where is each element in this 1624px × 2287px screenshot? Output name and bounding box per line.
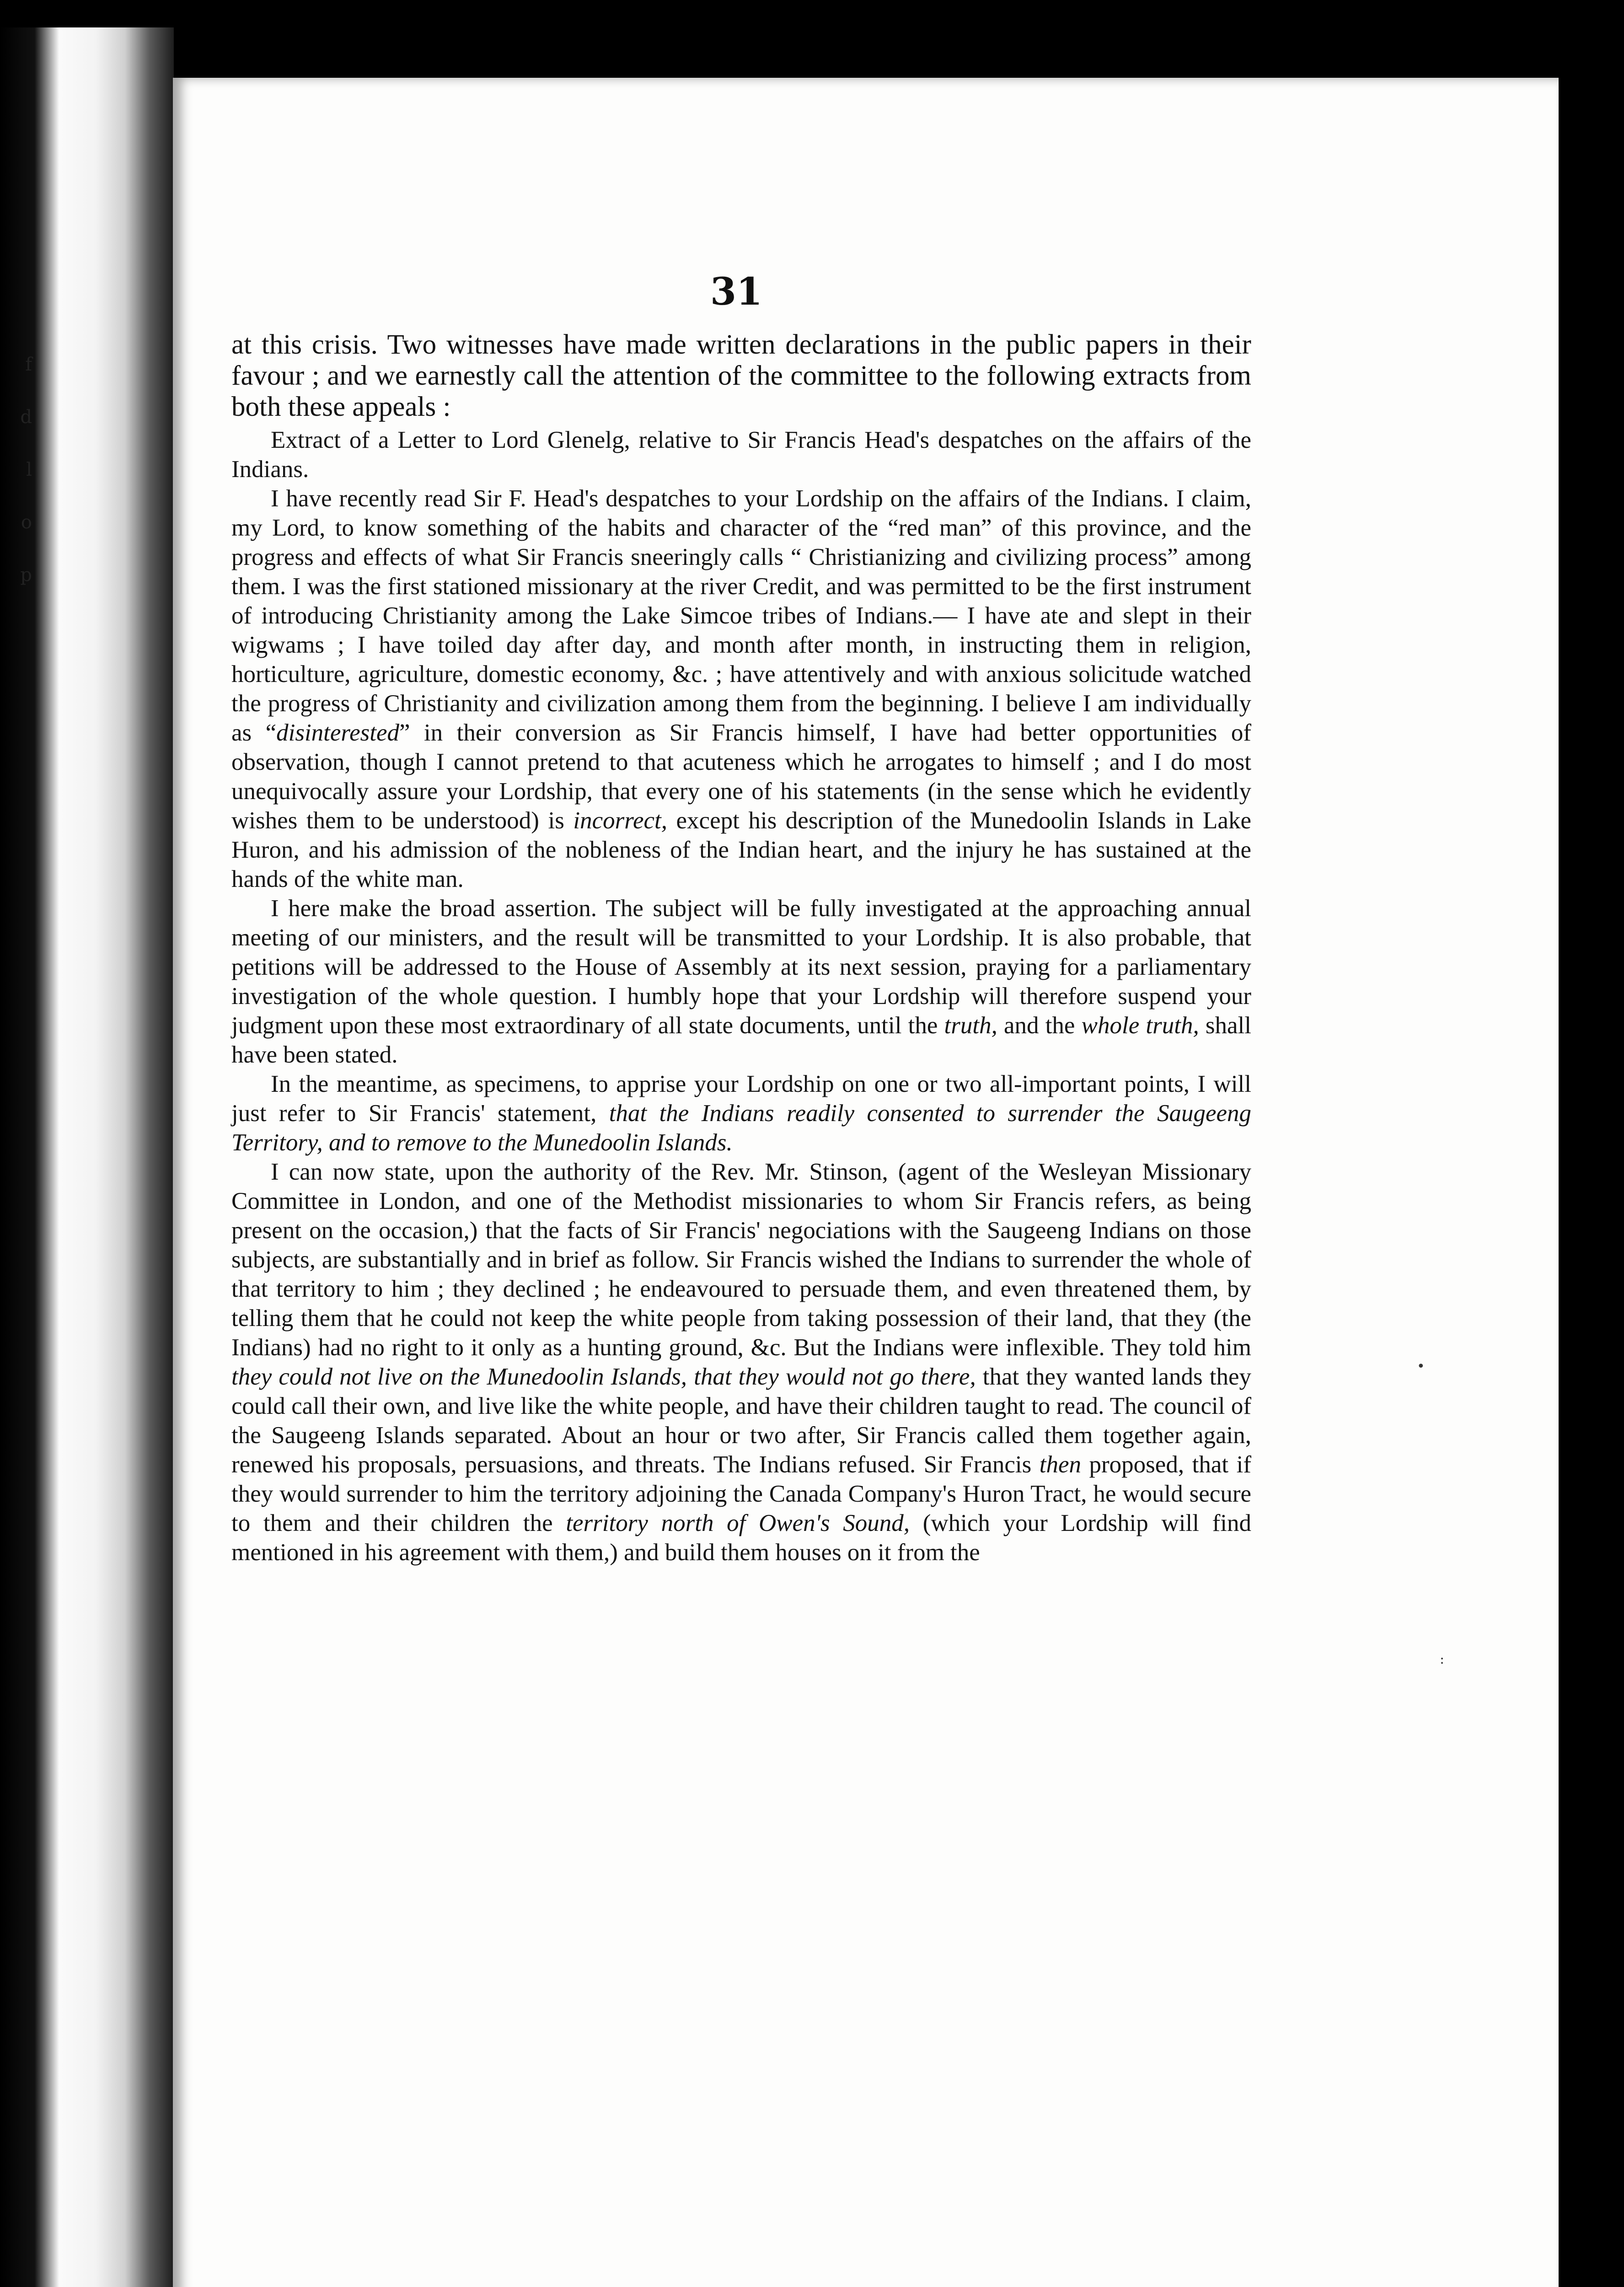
text-run: proposed, that if they would surrender to him the territory adjoining the Canada Company's Huron Tract, he would secure to them and their children the (231, 1451, 1251, 1536)
italic-run: territory north of Owen's Sound, (566, 1510, 910, 1536)
extract-paragraph-1 (231, 484, 1251, 894)
letter-extract (231, 425, 1251, 1567)
italic-run: then (1039, 1451, 1081, 1478)
book-page (173, 78, 1559, 2287)
extract-paragraph-4 (231, 1157, 1251, 1567)
italic-run: whole truth, (1081, 1012, 1199, 1039)
scan-speck: • (1417, 1358, 1425, 1374)
text-run: except his description of the Munedoolin Islands in Lake Huron, and his admission of the nobleness of the Indian heart, and the injury he has sustained at the hands of the white man. (231, 807, 1251, 892)
previous-page-edge-marks: f d l o p (20, 354, 32, 585)
italic-run: disinterested (276, 719, 399, 746)
scan-speck: : (1440, 1651, 1445, 1667)
text-run: In the meantime, as specimens, to apprise your Lordship on one or two all-important points, I will just refer to Sir Francis' statement, (231, 1071, 1251, 1127)
intro-paragraph (231, 329, 1251, 423)
text-run: I can now state, upon the authority of the Rev. Mr. Stinson, (agent of the Wesleyan Missionary Committee in London, and one of the Methodist missionaries to whom Sir Francis refers, as being present on the occasion,) that the facts of Sir Francis' negociations with the Saugeeng Indians on those subjects, are substantially and in brief as follow. Sir Francis wished the Indians to surrender the whole of that territory to him ; they declined ; he endeavoured to persuade them, and even threatened them, by telling them that he could not keep the white people from taking possession of their land, that they (the Indians) had no right to it only as a hunting ground, &c. But the Indians were inflexible. They told him (231, 1159, 1251, 1361)
text-run: (which your Lordship will find mentioned in his agreement with them,) and build them houses on it from the (231, 1510, 1251, 1566)
text-run: I here make the broad assertion. The subject will be fully investigated at the approaching annual meeting of our ministers, and the result will be transmitted to your Lordship. It is also probable, that petitions will be addressed to the House of Assembly at its next session, praying for a parliamentary investigation of the whole question. I humbly hope that your Lordship will therefore suspend your judgment upon these most extraordinary of all state documents, until the (231, 895, 1251, 1039)
text-run: that they wanted lands they could call their own, and live like the white people, and have their children taught to read. The council of the Saugeeng Islands separated. About an hour or two after, Sir Francis called them together again, renewed his proposals, persuasions, and threats. The Indians refused. Sir Francis (231, 1364, 1251, 1478)
italic-run: they could not live on the Munedoolin Islands, that they would not go there, (231, 1364, 976, 1390)
extract-paragraph-3 (231, 1069, 1251, 1157)
extract-heading: Extract of a Letter to Lord Glenelg, relative to Sir Francis Head's despatches on the affairs of the Indians. (231, 427, 1251, 483)
page-number: 31 (710, 270, 763, 314)
text-run: I have recently read Sir F. Head's despatches to your Lordship on the affairs of the Indians. I claim, my Lord, to know something of the habits and character of the “red man” of this province, and the progress and effects of what Sir Francis sneeringly calls “ Christianizing and civilizing process” among them. I was the first stationed missionary at the river Credit, and was permitted to be the first instrument of introducing Christianity among the Lake Simcoe tribes of Indians.— I have ate and slept in their wigwams ; I have toiled day after day, and month after month, in instructing them in religion, horticulture, agriculture, domestic economy, &c. ; have attentively and with anxious solicitude watched the progress of Christianity and civilization among them from the beginning. I believe I am individually as “ (231, 485, 1251, 746)
italic-run: that the Indians readily consented to surrender the Saugeeng Territory, and to remove to the Munedoolin Islands. (231, 1100, 1251, 1156)
extract-paragraph-2 (231, 894, 1251, 1069)
italic-run: truth, (944, 1012, 997, 1039)
text-run: ” in their conversion as Sir Francis himself, I have had better opportunities of observation, though I cannot pretend to that acuteness which he arrogates to himself ; and I do most unequivocally assure your Lordship, that every one of his statements (in the sense which he evidently wishes them to be understood) is (231, 719, 1251, 834)
italic-run: incorrect, (573, 807, 667, 834)
text-run: and the (997, 1012, 1082, 1039)
text-run: shall have been stated. (231, 1012, 1251, 1068)
intro-text: at this crisis. Two witnesses have made written declarations in the public papers in their favour ; and we earnestly call the attention of the committee to the following extracts from both these appeals : (231, 329, 1251, 422)
